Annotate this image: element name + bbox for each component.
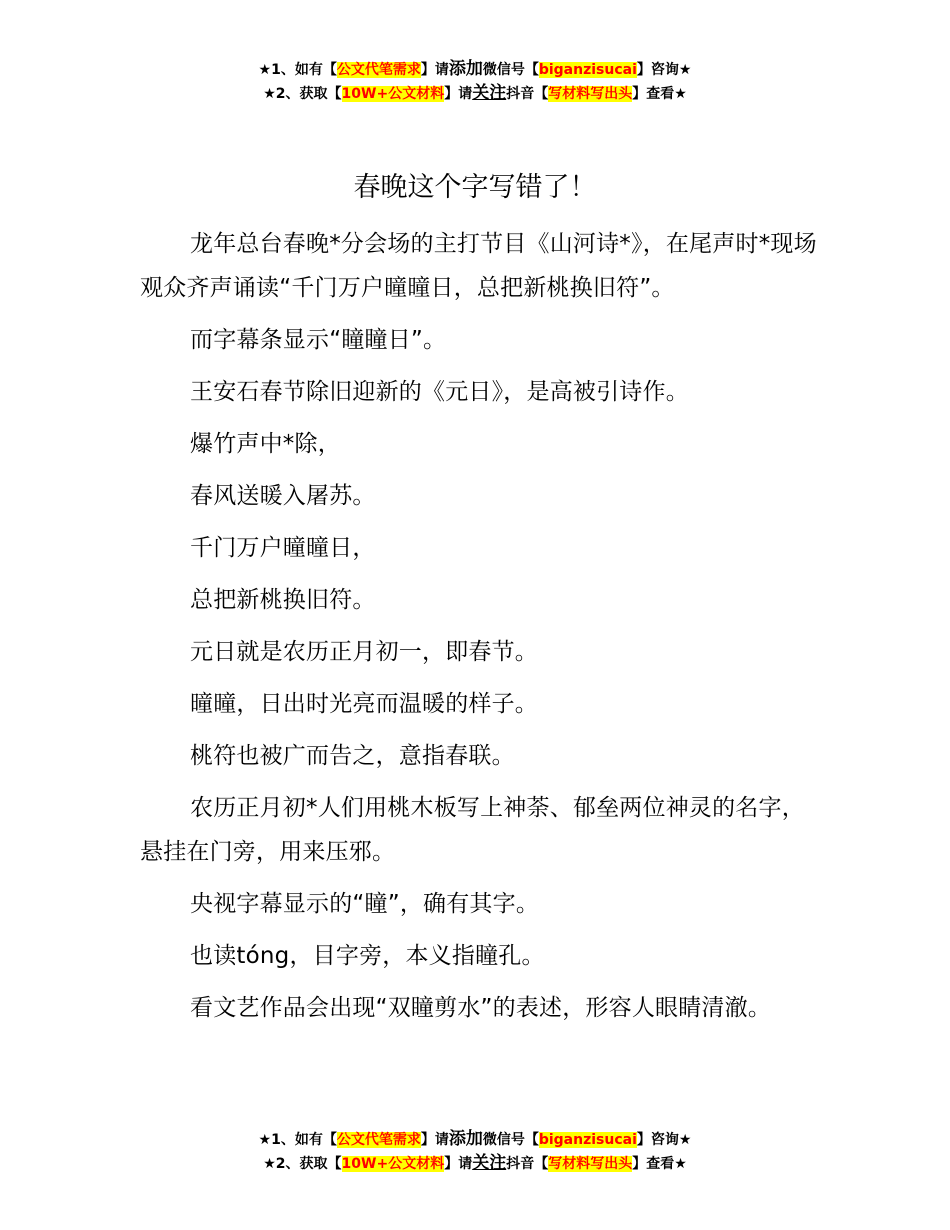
article-body: [140, 222, 820, 1038]
paragraph: 而字幕条显示“瞳瞳日”。: [190, 327, 447, 353]
highlight-wechat-id: biganzisucai: [538, 62, 637, 78]
footer-banner: [0, 1128, 950, 1176]
paragraph: 总把新桃换旧符。: [190, 587, 376, 613]
banner-line-1: ★1、如有【公文代笔需求】请添加微信号【biganzisucai】咨询★: [258, 59, 692, 79]
paragraph: 春风送暖入屠苏。: [190, 483, 376, 509]
paragraph: 看文艺作品会出现“双瞳剪水”的表述，形容人眼睛清澈。: [190, 995, 772, 1021]
paragraph: 爆竹声中*除，: [190, 431, 341, 457]
paragraph: 央视字幕显示的“瞳”，确有其字。: [190, 891, 540, 917]
page-title: 春晚这个字写错了！: [353, 172, 597, 203]
banner-line-1: ★1、如有【公文代笔需求】请添加微信号【biganzisucai】咨询★: [258, 1129, 692, 1149]
highlight-wechat-id: biganzisucai: [538, 1132, 637, 1148]
header-banner: [0, 58, 950, 106]
paragraph: 曈曈，日出时光亮而温暖的样子。: [190, 691, 538, 717]
paragraph: 王安石春节除旧迎新的《元日》，是高被引诗作。: [190, 379, 689, 405]
highlight-materials: 10W+公文材料: [341, 1156, 445, 1172]
paragraph: 桃符也被广而告之，意指春联。: [190, 743, 515, 769]
paragraph: 龙年总台春晚*分会场的主打节目《山河诗*》，在尾声时*现场观众齐声诵读“千门万户曈曈日，总把新桃换旧符”。: [140, 231, 817, 301]
paragraph: 元日就是农历正月初一，即春节。: [190, 639, 538, 665]
paragraph: 也读tóng，目字旁，本义指瞳孔。: [190, 943, 545, 969]
highlight-douyin-account: 写材料写出头: [548, 1156, 633, 1172]
banner-line-2: ★2、获取【10W+公文材料】请关注抖音【写材料写出头】查看★: [263, 83, 687, 103]
highlight-service: 公文代笔需求: [336, 62, 421, 78]
highlight-materials: 10W+公文材料: [341, 86, 445, 102]
banner-line-2: ★2、获取【10W+公文材料】请关注抖音【写材料写出头】查看★: [263, 1153, 687, 1173]
paragraph: 千门万户曈曈日，: [190, 535, 376, 561]
highlight-douyin-account: 写材料写出头: [548, 86, 633, 102]
highlight-service: 公文代笔需求: [336, 1132, 421, 1148]
paragraph: 农历正月初*人们用桃木板写上神荼、郁垒两位神灵的名字，悬挂在门旁，用来压邪。: [140, 795, 805, 865]
